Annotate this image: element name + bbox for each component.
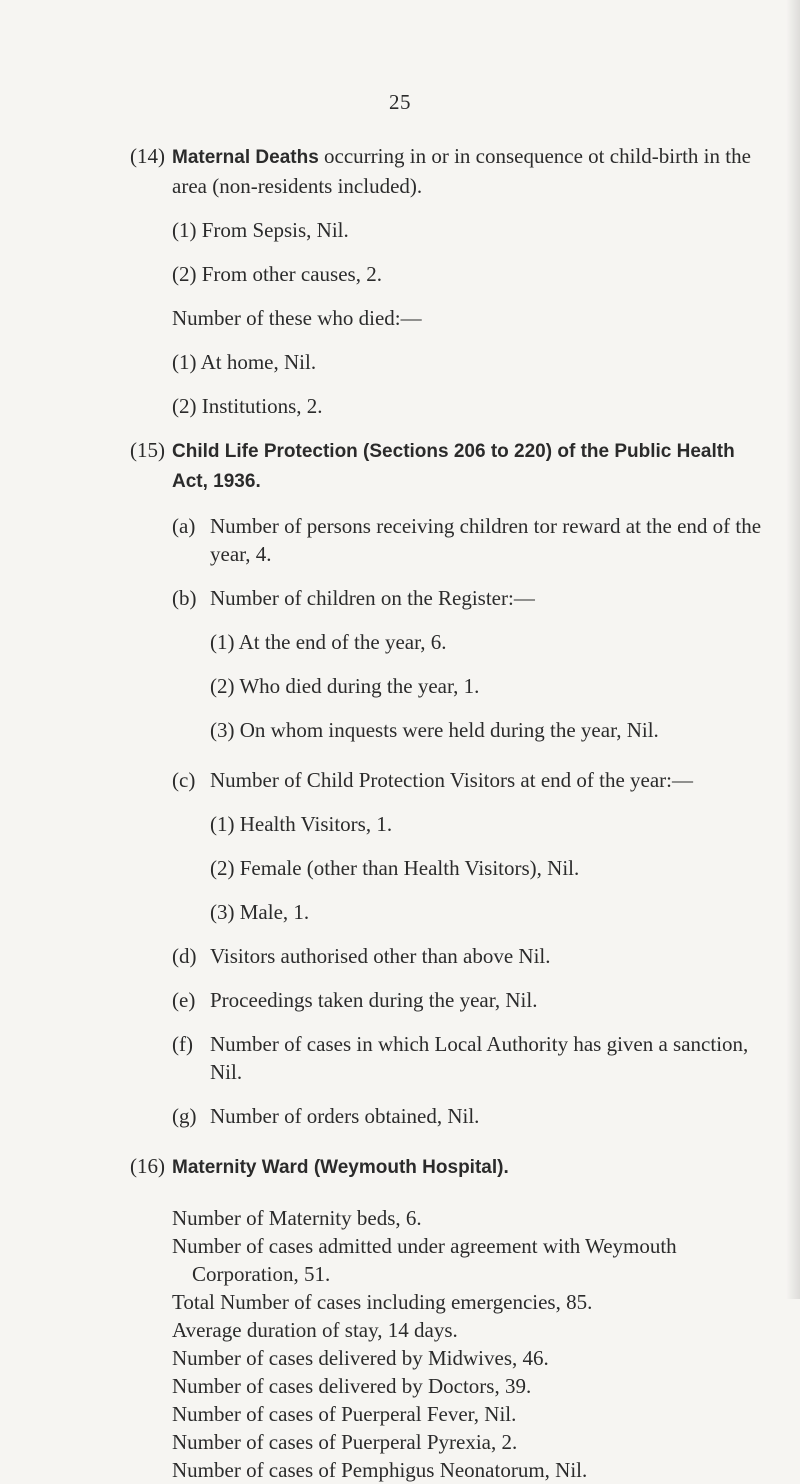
- section-14-text: occurring in or in consequence ot child-birth in the area (non-residents included).: [172, 144, 751, 198]
- item-b-text: Number of children on the Register:—: [210, 586, 535, 610]
- section-15-body: [172, 512, 765, 1130]
- item-a-text: Number of persons receiving children tor reward at the end of the year, 4.: [210, 514, 762, 566]
- item-e: [172, 986, 765, 1014]
- section-14-heading: Maternal Deaths: [172, 147, 319, 168]
- item-f-text: Number of cases in which Local Authority has given a sanction, Nil.: [210, 1032, 749, 1084]
- section-16-number: (16): [130, 1154, 165, 1178]
- list-item: (1) Health Visitors, 1.: [210, 812, 393, 836]
- stat-line: Number of cases of Puerperal Fever, Nil.: [172, 1402, 517, 1426]
- section-16: [130, 1152, 765, 1182]
- stat-line: Total Number of cases including emergencies, 85.: [172, 1290, 593, 1314]
- section-15-heading: Child Life Protection (Sections 206 to 220) of the Public Health Act, 1936.: [172, 441, 735, 492]
- section-14-died-label: Number of these who died:—: [172, 306, 422, 330]
- item-d-text: Visitors authorised other than above Nil.: [210, 944, 551, 968]
- item-d: [172, 942, 765, 970]
- list-item: (1) At home, Nil.: [172, 350, 317, 374]
- section-16-lines: [172, 1204, 765, 1484]
- item-c-list: [210, 810, 765, 926]
- list-item: (2) Who died during the year, 1.: [210, 674, 480, 698]
- section-15-number: (15): [130, 438, 165, 462]
- list-item: (1) At the end of the year, 6.: [210, 630, 447, 654]
- item-e-letter: (e): [172, 988, 196, 1012]
- stat-line: Average duration of stay, 14 days.: [172, 1318, 458, 1342]
- stat-line: Number of cases delivered by Midwives, 46.: [172, 1346, 549, 1370]
- item-f: [172, 1030, 765, 1086]
- stat-line: Number of cases of Puerperal Pyrexia, 2.: [172, 1430, 518, 1454]
- list-item: (3) Male, 1.: [210, 900, 310, 924]
- list-item: (2) From other causes, 2.: [172, 262, 382, 286]
- item-b: [172, 584, 765, 612]
- section-14: [130, 142, 765, 200]
- item-g-letter: (g): [172, 1104, 197, 1128]
- stat-line: Number of cases admitted under agreement with Weymouth Corporation, 51.: [172, 1234, 677, 1286]
- list-item: (3) On whom inquests were held during the year, Nil.: [210, 718, 659, 742]
- list-item: (2) Female (other than Health Visitors), Nil.: [210, 856, 580, 880]
- page-edge-shadow: [786, 0, 800, 1299]
- item-a-letter: (a): [172, 514, 196, 538]
- section-14-number: (14): [130, 144, 165, 168]
- item-g-text: Number of orders obtained, Nil.: [210, 1104, 480, 1128]
- item-g: [172, 1102, 765, 1130]
- item-c-letter: (c): [172, 768, 196, 792]
- item-b-list: [210, 628, 765, 744]
- stat-line: Number of cases of Pemphigus Neonatorum, Nil.: [172, 1458, 588, 1482]
- list-item: (1) From Sepsis, Nil.: [172, 218, 349, 242]
- section-14-died-items: [172, 348, 765, 420]
- section-14-items: [172, 216, 765, 288]
- item-c: [172, 766, 765, 794]
- list-item: (2) Institutions, 2.: [172, 394, 323, 418]
- item-b-letter: (b): [172, 586, 197, 610]
- page-number: 25: [389, 90, 411, 114]
- stat-line: Number of Maternity beds, 6.: [172, 1206, 422, 1230]
- item-a: [172, 512, 765, 568]
- item-c-text: Number of Child Protection Visitors at end of the year:—: [210, 768, 694, 792]
- item-e-text: Proceedings taken during the year, Nil.: [210, 988, 538, 1012]
- section-16-heading: Maternity Ward (Weymouth Hospital).: [172, 1157, 509, 1178]
- stat-line: Number of cases delivered by Doctors, 39.: [172, 1374, 532, 1398]
- section-15: [130, 436, 765, 496]
- item-f-letter: (f): [172, 1032, 193, 1056]
- document-body: [130, 142, 765, 1484]
- item-d-letter: (d): [172, 944, 197, 968]
